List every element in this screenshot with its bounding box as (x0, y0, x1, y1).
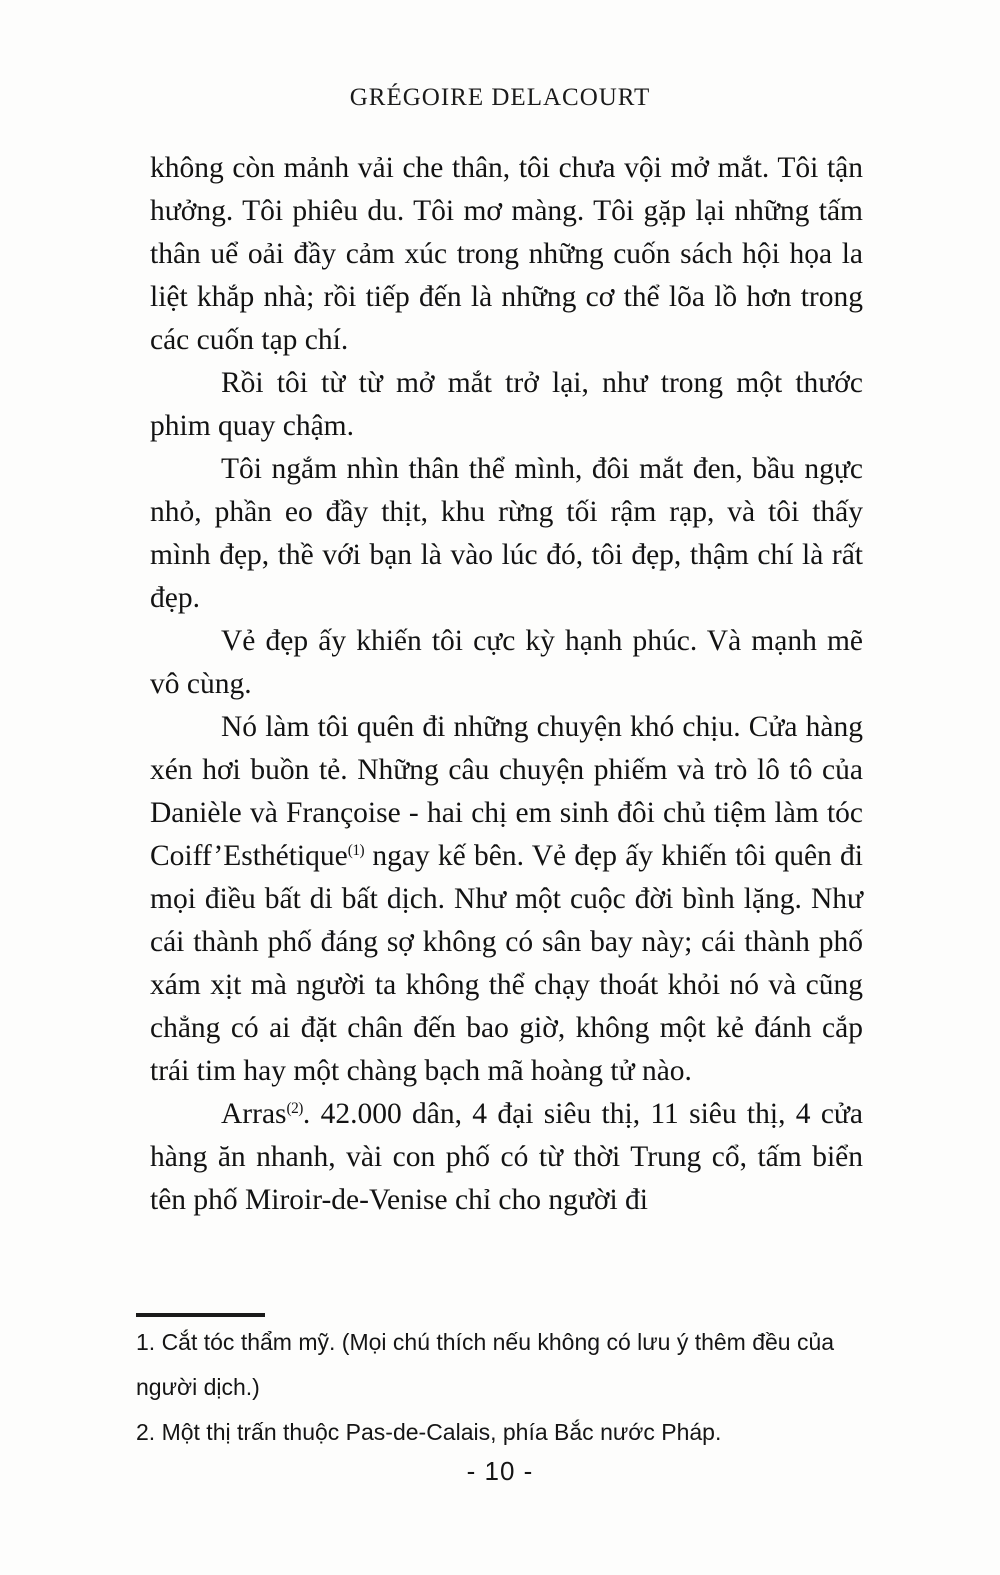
paragraph-text: ngay kế bên. Vẻ đẹp ấy khiến tôi quên đi mọi điều bất di bất dịch. Như một cuộc đời bình lặng. Như cái thành phố đáng sợ không có sân bay này; cái thành phố xám xịt mà người ta không thể chạy thoát khỏi nó và cũng chẳng có ai đặt chân đến bao giờ, không một kẻ đánh cắp trái tim hay một chàng bạch mã hoàng tử nào. (150, 840, 863, 1087)
paragraph (150, 1093, 863, 1222)
paragraph-text: Arras (221, 1098, 287, 1130)
paragraph (150, 147, 863, 362)
paragraph (150, 448, 863, 620)
paragraph-text: . 42.000 dân, 4 đại siêu thị, 11 siêu thị, 4 cửa hàng ăn nhanh, vài con phố có từ thời Trung cổ, tấm biển tên phố Miroir-de-Venise chỉ cho người đi (150, 1098, 863, 1216)
paragraph-text: Rồi tôi từ từ mở mắt trở lại, như trong một thước phim quay chậm. (150, 367, 863, 442)
paragraph (150, 620, 863, 706)
footnote-divider (136, 1313, 265, 1317)
body-text (150, 147, 863, 1222)
paragraph-text: Vẻ đẹp ấy khiến tôi cực kỳ hạnh phúc. Và mạnh mẽ vô cùng. (150, 625, 863, 700)
paragraph-text: không còn mảnh vải che thân, tôi chưa vội mở mắt. Tôi tận hưởng. Tôi phiêu du. Tôi mơ màng. Tôi gặp lại những tấm thân uể oải đầy cảm xúc trong những cuốn sách hội họa la liệt khắp nhà; rồi tiếp đến là những cơ thể lõa lồ hơn trong các cuốn tạp chí. (150, 152, 863, 356)
footnote-item: 1. Cắt tóc thẩm mỹ. (Mọi chú thích nếu không có lưu ý thêm đều của người dịch.) (136, 1329, 835, 1400)
footnotes (136, 1320, 864, 1455)
running-header-author: GRÉGOIRE DELACOURT (349, 84, 651, 111)
footnote-ref-1: (1) (347, 842, 365, 860)
page-number: - 10 - (466, 1456, 534, 1486)
paragraph (150, 362, 863, 448)
footnote-ref-2: (2) (286, 1100, 303, 1118)
paragraph-text: Nó làm tôi quên đi những chuyện khó chịu. Cửa hàng xén hơi buồn tẻ. Những câu chuyện phiếm và trò lô tô của Danièle và Françoise - hai chị em sinh đôi chủ tiệm làm tóc Coiff’Esthétique (150, 711, 863, 872)
footnote-item: 2. Một thị trấn thuộc Pas-de-Calais, phía Bắc nước Pháp. (136, 1419, 722, 1445)
paragraph-text: Tôi ngắm nhìn thân thể mình, đôi mắt đen, bầu ngực nhỏ, phần eo đầy thịt, khu rừng tối rậm rạp, và tôi thấy mình đẹp, thề với bạn là vào lúc đó, tôi đẹp, thậm chí là rất đẹp. (150, 453, 863, 614)
paragraph (150, 706, 863, 1093)
